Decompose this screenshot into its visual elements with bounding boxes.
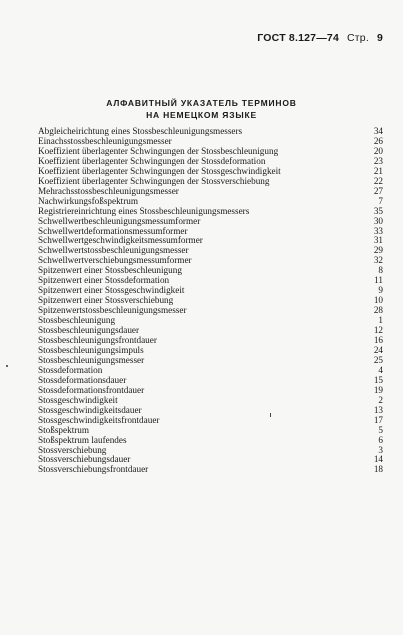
index-entry	[38, 207, 383, 217]
index-term: Spitzenwertstossbeschleunigungsmesser	[38, 306, 187, 316]
index-term: Stossverschiebung	[38, 445, 107, 455]
index-entry	[38, 217, 383, 227]
index-entry	[38, 306, 383, 316]
index-number: 30	[373, 215, 383, 226]
index-entry	[38, 446, 383, 456]
index-term: Mehrachsstossbeschleunigungsmesser	[38, 186, 179, 196]
index-term: Stossbeschleunigungsfrontdauer	[38, 336, 157, 346]
index-term: Stossdeformationsdauer	[38, 375, 127, 385]
index-entry	[38, 455, 383, 465]
index-term: Schwellwertstossbeschleunigungsmesser	[38, 246, 189, 256]
index-term: Spitzenwert einer Stossdeformation	[38, 276, 170, 286]
index-term: Schwellwertdeformationsmessumformer	[38, 226, 188, 236]
index-term: Registriereinrichtung eines Stossbeschleunigungsmessers	[38, 206, 250, 216]
index-entry	[38, 366, 383, 376]
index-term: Stossgeschwindigkeitsdauer	[38, 405, 142, 415]
index-number: 3	[378, 444, 383, 455]
page-number: 9	[376, 32, 383, 44]
index-entry	[38, 246, 383, 256]
index-term: Schwellwertbeschleunigungsmessumformer	[38, 216, 201, 226]
index-term: Einachsstossbeschleunigungsmesser	[38, 136, 172, 146]
index-number: 17	[373, 414, 383, 425]
index-term: Koeffizient überlagenter Schwingungen der Stossdeformation	[38, 156, 266, 166]
index-entry	[38, 426, 383, 436]
index-entry	[38, 356, 383, 366]
index-number: 4	[378, 364, 383, 375]
index-number: 10	[373, 295, 383, 306]
index-number: 18	[373, 464, 383, 475]
index-number: 9	[378, 285, 383, 296]
index-number: 28	[373, 305, 383, 316]
index-entry	[38, 386, 383, 396]
index-term: Stoßspektrum	[38, 425, 90, 435]
index-number: 8	[378, 265, 383, 276]
index-entry	[38, 137, 383, 147]
index-entry	[38, 157, 383, 167]
index-term: Stoßspektrum laufendes	[38, 435, 127, 445]
index-entry	[38, 167, 383, 177]
index-term: Koeffizient überlagenter Schwingungen der Stossgeschwindigkeit	[38, 166, 281, 176]
index-number: 22	[373, 175, 383, 186]
index-entry	[38, 316, 383, 326]
index-number: 23	[373, 155, 383, 166]
index-term: Schwellwertgeschwindigkeitsmessumformer	[38, 236, 203, 246]
title-line-1: АЛФАВИТНЫЙ УКАЗАТЕЛЬ ТЕРМИНОВ	[106, 98, 297, 108]
index-number: 19	[373, 384, 383, 395]
index-number: 21	[373, 165, 383, 176]
index-entry	[38, 187, 383, 197]
index-term: Stossgeschwindigkeitsfrontdauer	[38, 415, 160, 425]
index-term: Abgleicheirichtung eines Stossbeschleunigungsmessers	[38, 127, 243, 136]
index-term: Stossverschiebungsfrontdauer	[38, 465, 149, 475]
index-term: Koeffizient überlagenter Schwingungen der Stossbeschleunigung	[38, 146, 279, 156]
index-entry	[38, 197, 383, 207]
index-number: 1	[378, 315, 383, 326]
index-entry	[38, 177, 383, 187]
index-term: Stossbeschleunigung	[38, 316, 116, 326]
margin-tick	[270, 413, 271, 417]
index-number: 29	[373, 245, 383, 256]
index-entry	[38, 336, 383, 346]
index-term: Stossverschiebungsdauer	[38, 455, 131, 465]
index-entry	[38, 346, 383, 356]
index-entry	[38, 276, 383, 286]
index-term: Stossdeformation	[38, 365, 103, 375]
index-number: 15	[373, 374, 383, 385]
page-header	[257, 32, 383, 44]
index-number: 6	[378, 434, 383, 445]
index-list	[38, 127, 383, 475]
index-term: Stossbeschleunigungsmesser	[38, 355, 145, 365]
index-number: 5	[378, 424, 383, 435]
index-number: 2	[378, 394, 383, 405]
index-entry	[38, 376, 383, 386]
index-entry	[38, 147, 383, 157]
index-number: 14	[373, 454, 383, 465]
margin-dot	[6, 365, 8, 367]
index-entry	[38, 266, 383, 276]
index-number: 31	[373, 235, 383, 246]
index-number: 34	[373, 126, 383, 136]
index-entry	[38, 416, 383, 426]
index-term: Koeffizient überlagenter Schwingungen der Stossverschiebung	[38, 176, 270, 186]
index-entry	[38, 465, 383, 475]
index-number: 24	[373, 344, 383, 355]
index-entry	[38, 236, 383, 246]
index-entry	[38, 326, 383, 336]
index-term: Stossbeschleunigungsimpuls	[38, 345, 144, 355]
index-number: 27	[373, 185, 383, 196]
index-number: 11	[374, 275, 383, 286]
index-entry	[38, 406, 383, 416]
page-label: Стр.	[347, 32, 369, 44]
index-entry	[38, 296, 383, 306]
index-term: Spitzenwert einer Stossgeschwindigkeit	[38, 286, 185, 296]
index-number: 12	[373, 325, 383, 336]
index-term: Schwellwertverschiebungsmessumformer	[38, 256, 192, 266]
index-term: Nachwirkungsfoßspektrum	[38, 196, 139, 206]
index-entry	[38, 256, 383, 266]
page-title	[0, 97, 403, 121]
index-term: Stossdeformationsfrontdauer	[38, 385, 145, 395]
index-number: 33	[373, 225, 383, 236]
index-entry	[38, 436, 383, 446]
index-number: 16	[373, 335, 383, 346]
index-number: 25	[373, 354, 383, 365]
index-entry	[38, 396, 383, 406]
index-term: Spitzenwert einer Stossbeschleunigung	[38, 266, 182, 276]
standard-code: ГОСТ 8.127—74	[257, 32, 339, 44]
index-entry	[38, 286, 383, 296]
index-number: 32	[373, 255, 383, 266]
index-term: Stossgeschwindigkeit	[38, 395, 118, 405]
index-number: 20	[373, 145, 383, 156]
title-line-2: НА НЕМЕЦКОМ ЯЗЫКЕ	[146, 110, 257, 120]
index-term: Stossbeschleunigungsdauer	[38, 326, 140, 336]
index-entry	[38, 227, 383, 237]
index-number: 35	[373, 205, 383, 216]
index-number: 26	[373, 135, 383, 146]
index-entry	[38, 127, 383, 137]
index-number: 7	[378, 195, 383, 206]
index-number: 13	[373, 404, 383, 415]
index-term: Spitzenwert einer Stossverschiebung	[38, 296, 174, 306]
